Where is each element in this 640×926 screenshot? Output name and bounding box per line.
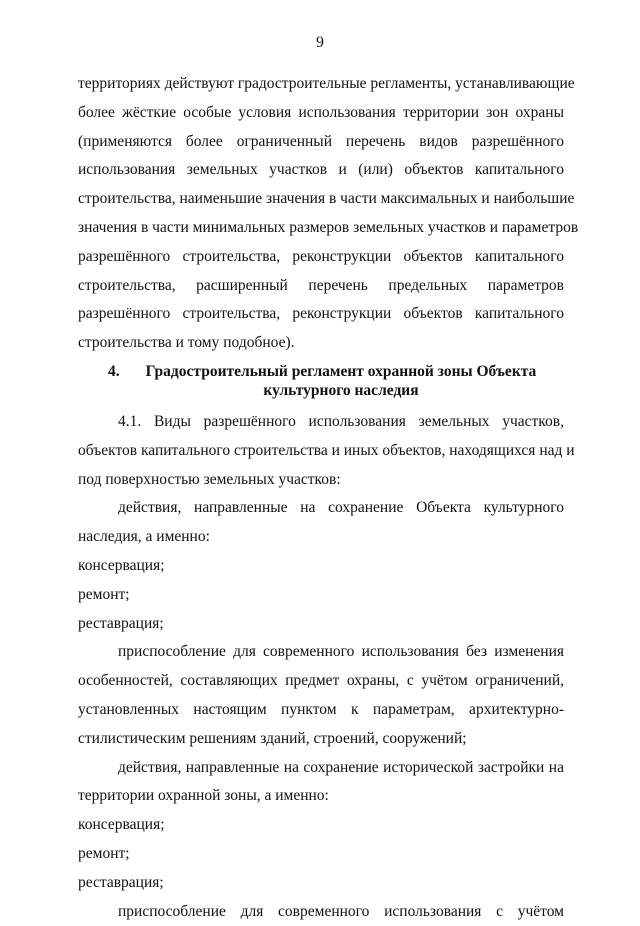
text-line: приспособление для современного использования без изменения [118, 643, 564, 661]
page-number: 9 [316, 34, 324, 51]
section-heading [78, 362, 564, 400]
text-line: разрешённого строительства, реконструкции объектов капитального [78, 305, 564, 323]
text-line: значения в части минимальных размеров земельных участков и параметров [78, 218, 579, 236]
text-line: использования земельных участков и (или) объектов капитального [78, 161, 564, 179]
text-line: стилистическим решениям зданий, строений, сооружений; [78, 729, 467, 747]
text-line: (применяются более ограниченный перечень видов разрешённого [78, 132, 564, 150]
text-line: разрешённого строительства, реконструкции объектов капитального [78, 247, 564, 265]
list-item: реставрация; [78, 873, 164, 891]
section-number: 4. [108, 362, 120, 380]
continuation-paragraph [78, 70, 579, 358]
text-line: строительства и тому подобное). [78, 334, 295, 352]
list-item: консервация; [78, 556, 165, 574]
text-line: действия, направленные на сохранение исторической застройки на [118, 758, 564, 776]
section-title-line: Градостроительный регламент охранной зоны Объекта [145, 362, 537, 380]
text-line: строительства, наименьшие значения в части максимальных и наибольшие [78, 190, 575, 208]
text-line: более жёсткие особые условия использования территории зон охраны [78, 103, 564, 121]
list-item: ремонт; [78, 585, 130, 603]
page-content [78, 70, 579, 926]
text-line: под поверхностью земельных участков: [78, 470, 341, 488]
text-line: установленных настоящим пунктом к параметрам, архитектурно- [78, 700, 564, 718]
text-line: наследия, а именно: [78, 528, 210, 546]
text-line: объектов капитального строительства и иных объектов, находящихся над и [78, 441, 575, 459]
list-item: консервация; [78, 816, 165, 834]
section-title-line: культурного наследия [263, 381, 419, 399]
list-item: реставрация; [78, 614, 164, 632]
section-body [78, 408, 575, 926]
list-item: ремонт; [78, 844, 130, 862]
text-line: действия, направленные на сохранение Объекта культурного [118, 499, 564, 517]
text-line: строительства, расширенный перечень предельных параметров [78, 276, 564, 294]
text-line: территории охранной зоны, а именно: [78, 787, 329, 805]
text-line: приспособление для современного использования с учётом [118, 902, 564, 920]
text-line: территориях действуют градостроительные регламенты, устанавливающие [78, 75, 575, 92]
text-line: особенностей, составляющих предмет охраны, с учётом ограничений, [78, 672, 564, 690]
text-line: 4.1. Виды разрешённого использования земельных участков, [118, 412, 564, 430]
